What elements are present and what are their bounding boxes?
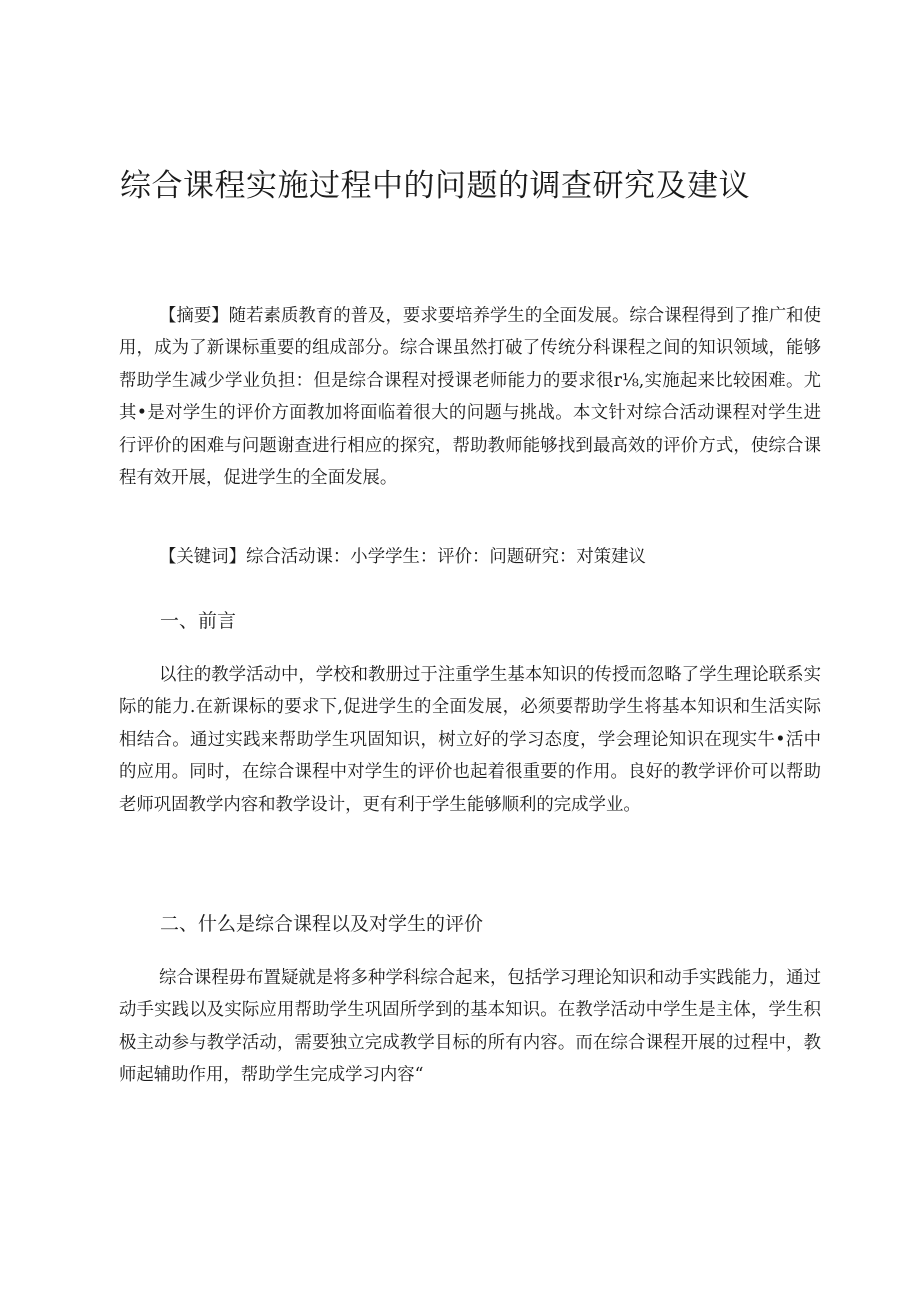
introduction-paragraph: 以往的教学活动中，学校和教册过于注重学生基本知识的传授而忽略了学生理论联系实际的能力.在新课标的要求下,促进学生的全面发展，必须要帮助学生将基本知识和生活实际相结合。通过实践来帮助学生巩固知识，树立好的学习态度，学会理论知识在现实牛•活中的应用。同时，在综合课程中对学生的评价也起着很重要的作用。良好的教学评价可以帮助老师巩固教学内容和教学设计，更有利于学生能够顺利的完成学业。 [119,665,821,815]
section-heading-introduction: 一、前言 [160,610,237,632]
section-heading-what-is-integrated-curriculum: 二、什么是综合课程以及对学生的评价 [160,913,484,935]
document-title: 综合课程实施过程中的问题的调查研究及建议 [120,168,750,204]
integrated-curriculum-paragraph: 综合课程毋布置疑就是将多种学科综合起来，包括学习理论知识和动手实践能力，通过动手实践以及实际应用帮助学生巩固所学到的基本知识。在教学活动中学生是主体，学生积极主动参与教学活动，需要独立完成教学目标的所有内容。而在综合课程开展的过程中，教师起辅助作用，帮助学生完成学习内容“ [119,968,821,1086]
keywords-line: 【关键词】综合活动课：小学学生：评价：问题研究：对策建议 [159,547,646,567]
abstract-paragraph: 【摘要】随若素质教育的普及，要求要培养学生的全面发展。综合课程得到了推广和使用，成为了新课标重要的组成部分。综合课虽然打破了传统分科课程之间的知识领域，能够帮助学生减少学业负担：但是综合课程对授课老师能力的要求很r⅛,实施起来比较困难。尤其•是对学生的评价方面教加将面临着很大的问题与挑战。本文针对综合活动课程对学生进行评价的困难与问题谢查进行相应的探究，帮助教师能够找到最高效的评价方式，使综合课程有效开展，促进学生的全面发展。 [119,306,821,489]
